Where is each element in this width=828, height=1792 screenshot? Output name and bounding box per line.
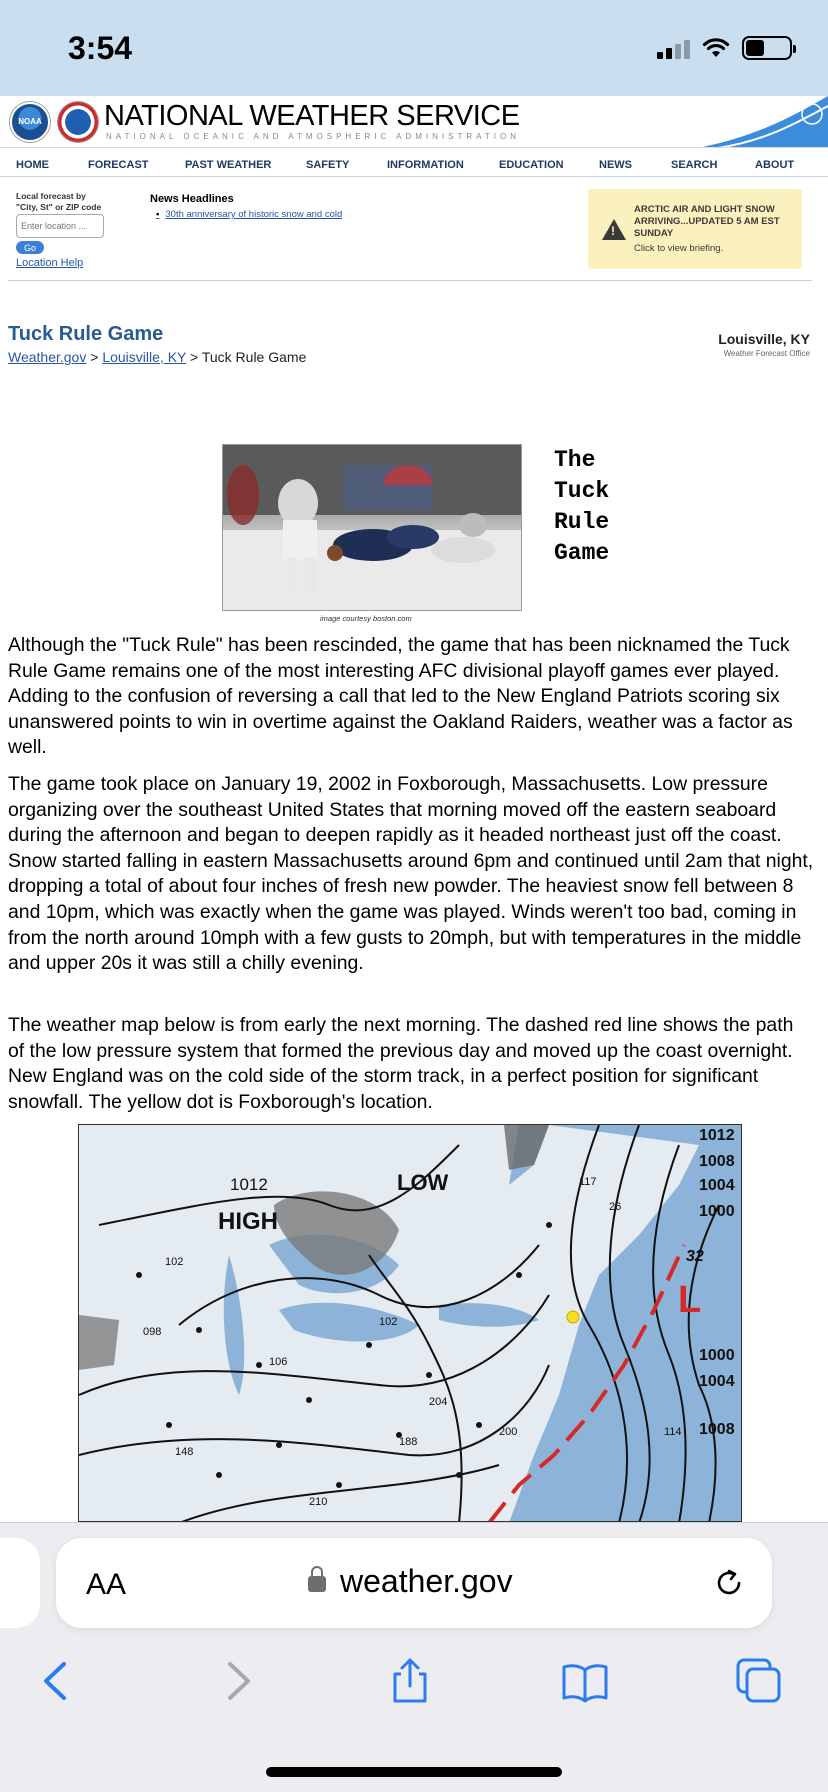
svg-text:106: 106 — [269, 1356, 288, 1368]
svg-text:117: 117 — [579, 1176, 597, 1188]
share-icon[interactable] — [385, 1656, 435, 1706]
breadcrumb-root[interactable]: Weather.gov — [8, 349, 87, 365]
map-left-isobar-label: 1012 — [230, 1175, 268, 1194]
svg-text:204: 204 — [429, 1396, 448, 1408]
nav-search[interactable]: SEARCH — [671, 159, 718, 171]
status-bar — [0, 0, 828, 96]
site-subtitle: NATIONAL OCEANIC AND ATMOSPHERIC ADMINISTRATION — [106, 132, 520, 141]
wfo-name: Louisville, KY — [718, 331, 810, 347]
nav-about[interactable]: ABOUT — [755, 159, 795, 171]
game-photo — [222, 444, 522, 611]
photo-caption: image courtesy boston.com — [320, 614, 412, 623]
map-isobar-label: 1012 — [699, 1127, 735, 1144]
article-paragraph-3: The weather map below is from early the next morning. The dashed red line shows the path of the low pressure system that formed the previous day and moved up the coast overnight. New England was on the cold side of the storm track, in a perfect position for significant snowfall. The yellow dot is Foxborough's location. — [8, 1014, 794, 1113]
status-icons — [657, 36, 792, 60]
nav-education[interactable]: EDUCATION — [499, 159, 564, 171]
weather-map — [78, 1124, 742, 1522]
svg-text:098: 098 — [143, 1326, 162, 1338]
wifi-icon — [702, 37, 730, 59]
map-high-label: HIGH — [218, 1208, 278, 1235]
local-forecast-label: Local forecast by "City, St" or ZIP code — [16, 191, 102, 212]
breadcrumb-current: Tuck Rule Game — [201, 349, 307, 365]
url-text[interactable]: weather.gov — [340, 1563, 513, 1599]
tabs-icon[interactable] — [734, 1656, 784, 1706]
article-paragraph-2: The game took place on January 19, 2002 in Foxborough, Massachusetts. Low pressure organizing over the southeast United States that morning moved off the eastern seaboard during the afternoon and began to deepen rapidly as it headed northeast just off the coast. Snow started falling in eastern Massachusetts around 6pm and continued until 2am that night, dropping a total of about four inches of fresh new powder. The heaviest snow fell between 8 and 10pm, which was exactly when the game was played. Winds weren't too bad, coming in from the north around 10mph with a few gusts to 20mph, but with temperatures in the middle and upper 20s it was still a chilly evening. — [8, 773, 814, 975]
map-storm-label: L — [678, 1279, 702, 1321]
address-bar[interactable] — [56, 1538, 772, 1628]
lock-icon — [308, 1576, 326, 1592]
svg-text:188: 188 — [399, 1436, 418, 1448]
status-time: 3:54 — [68, 30, 133, 66]
divider — [8, 280, 812, 281]
cellular-signal-icon — [657, 37, 690, 59]
breadcrumb-office[interactable]: Louisville, KY — [102, 349, 187, 365]
nav-information[interactable]: INFORMATION — [387, 159, 464, 171]
reload-icon[interactable] — [712, 1566, 746, 1600]
main-nav — [0, 153, 828, 177]
svg-text:102: 102 — [379, 1316, 398, 1328]
reader-settings-button[interactable]: AA — [86, 1568, 127, 1601]
home-indicator[interactable] — [266, 1767, 562, 1777]
map-low-label: LOW — [397, 1170, 449, 1195]
svg-text:26: 26 — [609, 1201, 622, 1213]
nav-forecast[interactable]: FORECAST — [88, 159, 149, 171]
nws-logo[interactable] — [58, 102, 98, 142]
article-paragraph-1: Although the "Tuck Rule" has been rescinded, the game that has been nicknamed the Tuck Rule Game remains one of the most interesting AFC divisional playoff games ever played. Adding to the confusion of reversing a call that led to the New England Patriots scoring six unanswered points to win in overtime against the Oakland Raiders, weather was a factor as well. — [8, 634, 793, 759]
nav-home[interactable]: HOME — [16, 159, 49, 171]
map-isobar-label: 1000 — [699, 1347, 735, 1364]
nav-safety[interactable]: SAFETY — [306, 159, 350, 171]
news-headlines-title: News Headlines — [150, 193, 234, 205]
map-temp-label: 32 — [686, 1248, 704, 1265]
nav-news[interactable]: NEWS — [599, 159, 632, 171]
article-heading: The Tuck Rule Game — [554, 447, 610, 566]
warning-icon: ! — [602, 219, 626, 240]
map-isobar-label: 1008 — [699, 1421, 735, 1438]
bookmarks-icon[interactable] — [560, 1656, 610, 1706]
breadcrumb: Weather.gov > Louisville, KY > Tuck Rule Game — [8, 349, 307, 365]
svg-text:114: 114 — [664, 1426, 682, 1438]
nav-past-weather[interactable]: PAST WEATHER — [185, 159, 272, 171]
forward-icon[interactable] — [212, 1656, 262, 1706]
svg-text:210: 210 — [309, 1496, 328, 1508]
noaa-logo[interactable]: NOAA — [10, 102, 50, 142]
header-swoosh-icon — [698, 96, 828, 148]
wfo-subtitle: Weather Forecast Office — [723, 349, 810, 358]
site-title[interactable]: NATIONAL WEATHER SERVICE — [104, 100, 520, 132]
battery-icon — [742, 36, 792, 60]
svg-text:102: 102 — [165, 1256, 184, 1268]
news-headline-link[interactable]: ▪ 30th anniversary of historic snow and cold — [156, 209, 342, 220]
location-help-link[interactable]: Location Help — [16, 257, 84, 269]
previous-tab-preview[interactable] — [0, 1538, 40, 1628]
map-isobar-label: 1000 — [699, 1203, 735, 1220]
map-isobar-label: 1004 — [699, 1373, 735, 1390]
svg-text:148: 148 — [175, 1446, 194, 1458]
map-isobar-label: 1004 — [699, 1177, 735, 1194]
back-icon[interactable] — [32, 1656, 82, 1706]
alert-banner[interactable] — [588, 189, 802, 269]
alert-subtext: Click to view briefing. — [634, 243, 724, 254]
page-title: Tuck Rule Game — [8, 323, 164, 345]
map-isobar-label: 1008 — [699, 1153, 735, 1170]
location-input[interactable] — [16, 214, 104, 238]
nws-header — [0, 96, 828, 148]
go-button[interactable]: Go — [16, 241, 44, 254]
alert-text: ARCTIC AIR AND LIGHT SNOW ARRIVING...UPDATED 5 AM EST SUNDAY — [634, 204, 780, 239]
svg-text:200: 200 — [499, 1426, 518, 1438]
